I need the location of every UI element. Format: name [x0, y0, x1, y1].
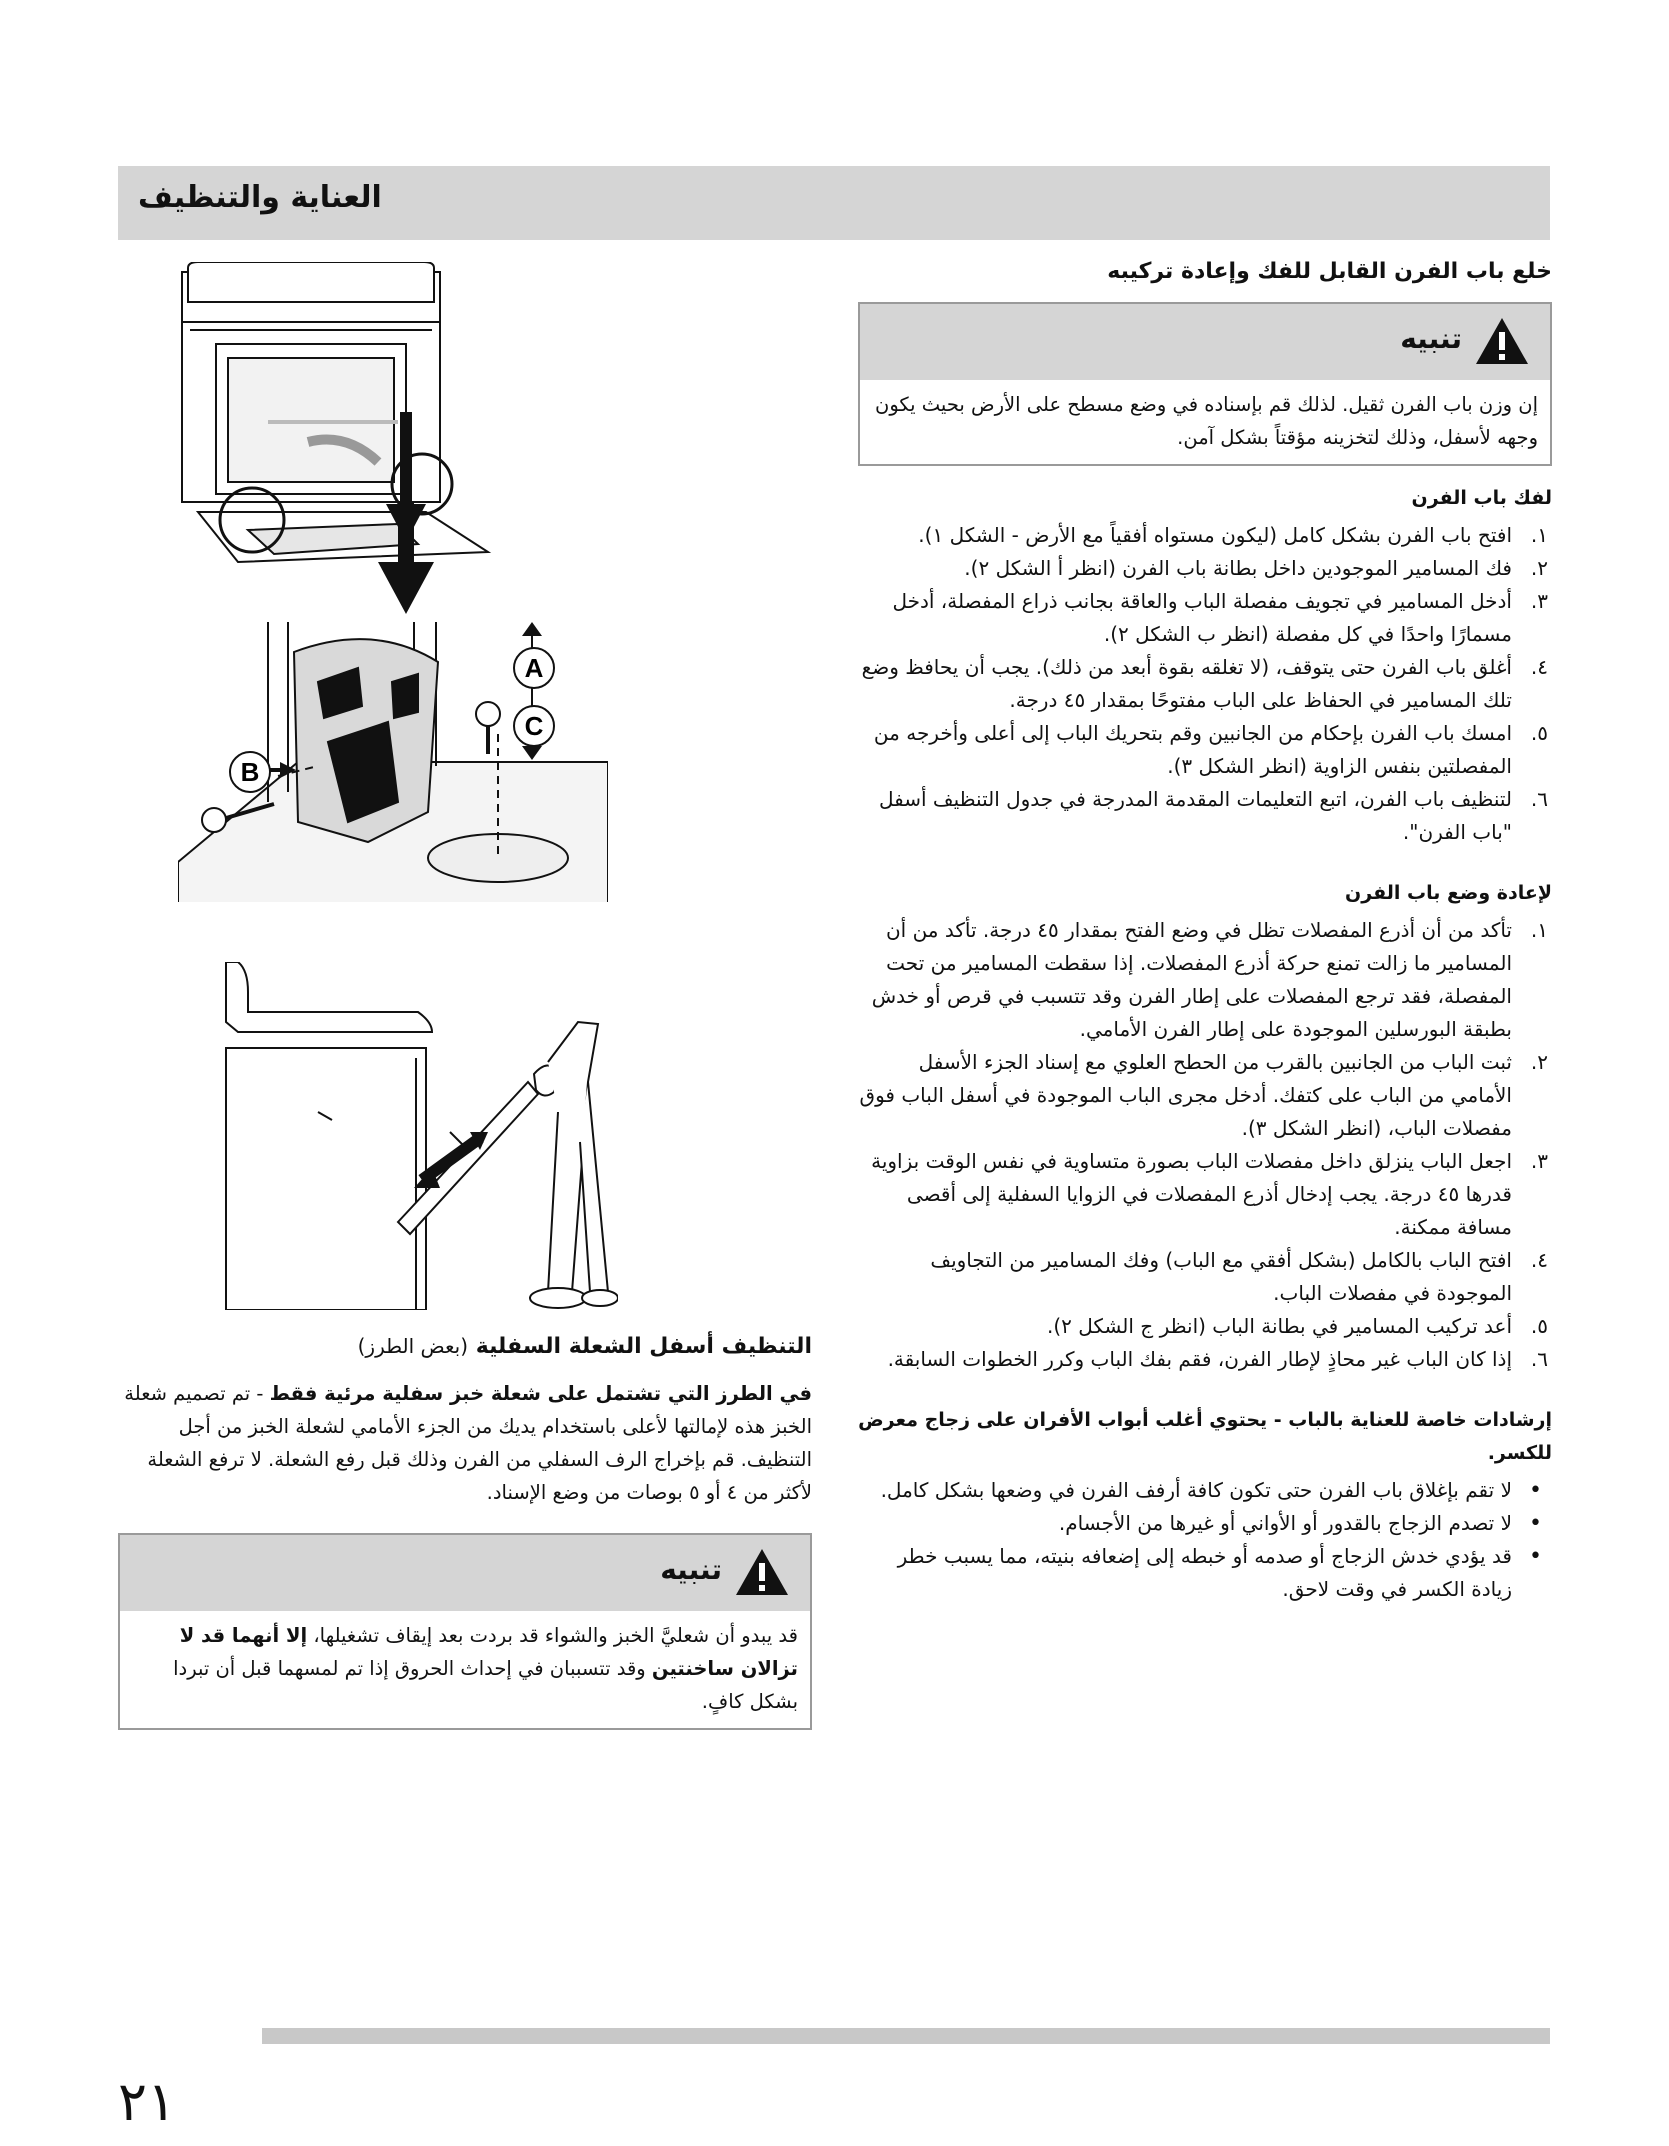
glass-care-list — [858, 1474, 1552, 1606]
list-item: ٦. إذا كان الباب غير محاذٍ لإطار الفرن، فقم بفك الباب وكرر الخطوات السابقة. — [887, 1347, 1548, 1371]
footer-rule — [262, 2028, 1550, 2044]
list-item: ٥. أعد تركيب المسامير في بطانة الباب (انظر ج الشكل ٢). — [1046, 1314, 1548, 1338]
list-item: ٥. امسك باب الفرن بإحكام من الجانبين وقم بتحريك الباب إلى أعلى وأخرجه من المفصلتين بنفس الزاوية (انظر الشكل ٣). — [873, 721, 1548, 778]
label-c: C — [524, 711, 544, 741]
list-item: • لا تصدم الزجاج بالقدور أو الأواني أو غيرها من الأجسام. — [858, 1507, 1512, 1540]
list-item: ٣. أدخل المسامير في تجويف مفصلة الباب والعاقة بجانب ذراع المفصلة، أدخل مسمارًا واحدًا في كل مفصلة (انظر ب الشكل ٢). — [892, 589, 1548, 646]
list-item: ٦. لتنظيف باب الفرن، اتبع التعليمات المقدمة المدرجة في جدول التنظيف أسفل "باب الفرن". — [878, 787, 1548, 844]
bake-burner-title-bold: التنظيف أسفل الشعلة السفلية — [475, 1334, 812, 1359]
list-item: ٤. افتح الباب بالكامل (بشكل أفقي مع الباب) وفك المسامير من التجاويف الموجودة في مفصلات الباب. — [930, 1248, 1548, 1305]
warning-label: تنبيه — [1400, 322, 1462, 355]
warning-header — [860, 304, 1550, 380]
remove-door-title: لفك باب الفرن — [1411, 487, 1552, 509]
bake-burner-paragraph: في الطرز التي تشتمل على شعلة خبز سفلية مرئية فقط - تم تصميم شعلة الخبز هذه لإمالتها لأعلى باستخدام يديك من الجزء الأمامي لشعلة الخبز من أجل التنظيف. قم بإخراج الرف السفلي من الفرن وذلك قبل رفع الشعلة. لا ترفع الشعلة لأكثر من ٤ أو ٥ بوصات من وضع الإسناد. — [124, 1382, 812, 1504]
glass-care-title: إرشادات خاصة للعناية بالباب - يحتوي أغلب أبواب الأفران على زجاج معرض للكسر. — [858, 1409, 1552, 1464]
replace-steps-list — [858, 914, 1552, 1376]
hinge-detail-figure — [178, 622, 608, 906]
warning-label: تنبيه — [660, 1553, 722, 1586]
bake-burner-title-note: (بعض الطرز) — [357, 1334, 469, 1358]
warning-text: قد يبدو أن شعليَّ الخبز والشواء قد بردت بعد إيقاف تشغيلها، إلا أنهما قد لا تزالان ساخنتين وقد تتسببان في إحداث الحروق إذا تم لمسهما قبل أن تبردا بشكل كافٍ. — [173, 1624, 798, 1713]
lift-door-figure — [218, 962, 618, 1310]
door-warning-box — [858, 302, 1552, 466]
section-title: العناية والتنظيف — [138, 180, 382, 215]
section-header — [118, 166, 1550, 240]
label-b: B — [240, 757, 260, 787]
screw-c-icon — [476, 702, 500, 754]
bake-burner-section — [118, 1330, 812, 1740]
remove-steps-list — [858, 519, 1552, 849]
page-number: ٢١ — [118, 2070, 177, 2133]
door-section-title: خلع باب الفرن القابل للفك وإعادة تركيبه — [1107, 259, 1552, 284]
warning-icon — [734, 1547, 790, 1597]
warning-text: إن وزن باب الفرن ثقيل. لذلك قم بإسناده في وضع مسطح على الأرض بحيث يكون وجهه لأسفل، وذلك لتخزينه مؤقتاً بشكل آمن. — [875, 393, 1538, 449]
bake-burner-title — [118, 1330, 812, 1363]
warning-header — [120, 1535, 810, 1611]
list-item: ٤. أغلق باب الفرن حتى يتوقف، (لا تغلقه بقوة أبعد من ذلك). يجب أن يحافظ وضع تلك المسامير في الحفاظ على الباب مفتوحًا بمقدار ٤٥ درجة. — [861, 655, 1548, 712]
range-door-open-figure — [178, 262, 498, 622]
warning-icon — [1474, 316, 1530, 366]
list-item: ٣. اجعل الباب ينزلق داخل مفصلات الباب بصورة متساوية في نفس الوقت بزاوية قدرها ٤٥ درجة. يجب إدخال أذرع المفصلات في الزوايا السفلية إلى أقصى مسافة ممكنة. — [871, 1149, 1548, 1239]
door-removal-section — [858, 255, 1552, 1606]
burner-warning-box — [118, 1533, 812, 1730]
list-item: • قد يؤدي خدش الزجاج أو صدمه أو خبطه إلى إضعافه بنيته، مما يسبب خطر زيادة الكسر في وقت لاحق. — [858, 1540, 1512, 1606]
list-item: ١. افتح باب الفرن بشكل كامل (ليكون مستواه أفقياً مع الأرض - الشكل ١). — [918, 523, 1548, 547]
replace-door-title: لإعادة وضع باب الفرن — [1345, 882, 1552, 904]
list-item: • لا تقم بإغلاق باب الفرن حتى تكون كافة أرفف الفرن في وضعها بشكل كامل. — [858, 1474, 1512, 1507]
label-a: A — [524, 653, 544, 683]
list-item: ٢. فك المسامير الموجودين داخل بطانة باب الفرن (انظر أ الشكل ٢). — [964, 556, 1548, 580]
list-item: ٢. ثبت الباب من الجانبين بالقرب من الحطح العلوي مع إسناد الجزء الأسفل الأمامي من الباب على كتفك. أدخل مجرى الباب الموجودة في أسفل الباب فوق مفصلات الباب، (انظر الشكل ٣). — [859, 1050, 1548, 1140]
list-item: ١. تأكد من أن أذرع المفصلات تظل في وضع الفتح بمقدار ٤٥ درجة. تأكد من أن المسامير ما زالت تمنع حركة أذرع المفصلات. إذا سقطت المسامير من تحت المفصلة، فقد ترجع المفصلات على إطار الفرن وقد تتسبب في قرص أو خدش بطبقة البورسلين الموجودة على إطار الفرن الأمامي. — [871, 918, 1548, 1041]
